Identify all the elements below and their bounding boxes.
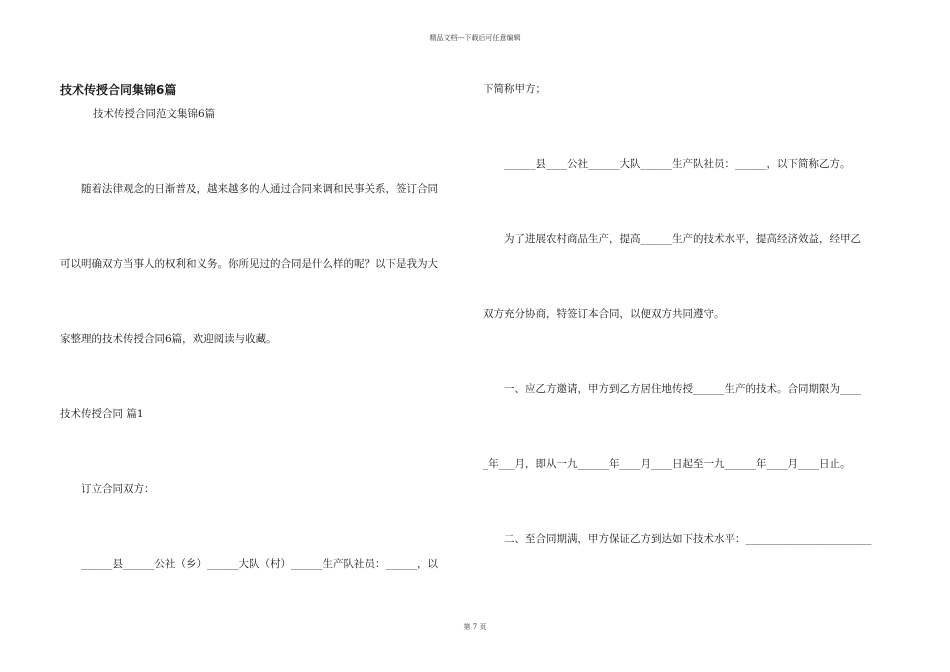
section-heading: 技术传授合同 篇1 — [60, 408, 144, 420]
intro-line-2: 可以明确双方当事人的权利和义务。你所见过的合同是什么样的呢？以下是我为大 — [60, 258, 438, 270]
document-title: 技术传授合同集锦6篇 — [60, 83, 177, 97]
clause-2-line-1: 二、至合同期满，甲方保证乙方到达如下技术水平：________________________ — [504, 533, 872, 545]
purpose-line-1: 为了进展农村商品生产，提高______生产的技术水平，提高经济效益，经甲乙 — [504, 233, 861, 245]
document-subtitle: 技术传授合同范文集锦6篇 — [93, 108, 216, 120]
party-b-line: ______县____公社______大队______生产队社员：______，以下简称乙方。 — [504, 158, 851, 170]
party-a-line: ______县______公社（乡）______大队（村）______生产队社员：______，以 — [81, 558, 438, 570]
intro-line-3: 家整理的技术传授合同6篇，欢迎阅读与收藏。 — [60, 333, 277, 345]
purpose-line-2: 双方充分协商，特签订本合同，以便双方共同遵守。 — [483, 308, 725, 320]
page-header: 精品文档---下载后可任意编辑 — [429, 34, 521, 42]
party-a-continuation: 下简称甲方； — [483, 83, 546, 95]
clause-1-line-2: _年___月，即从一九______年____月____日起至一九______年____月____日止。 — [483, 458, 851, 470]
parties-label: 订立合同双方： — [81, 483, 155, 495]
intro-line-1: 随着法律观念的日渐普及，越来越多的人通过合同来调和民事关系，签订合同 — [81, 183, 438, 195]
page-number: 第 7 页 — [463, 623, 487, 631]
clause-1-line-1: 一、应乙方邀请，甲方到乙方居住地传授______生产的技术。合同期限为____ — [504, 383, 861, 395]
